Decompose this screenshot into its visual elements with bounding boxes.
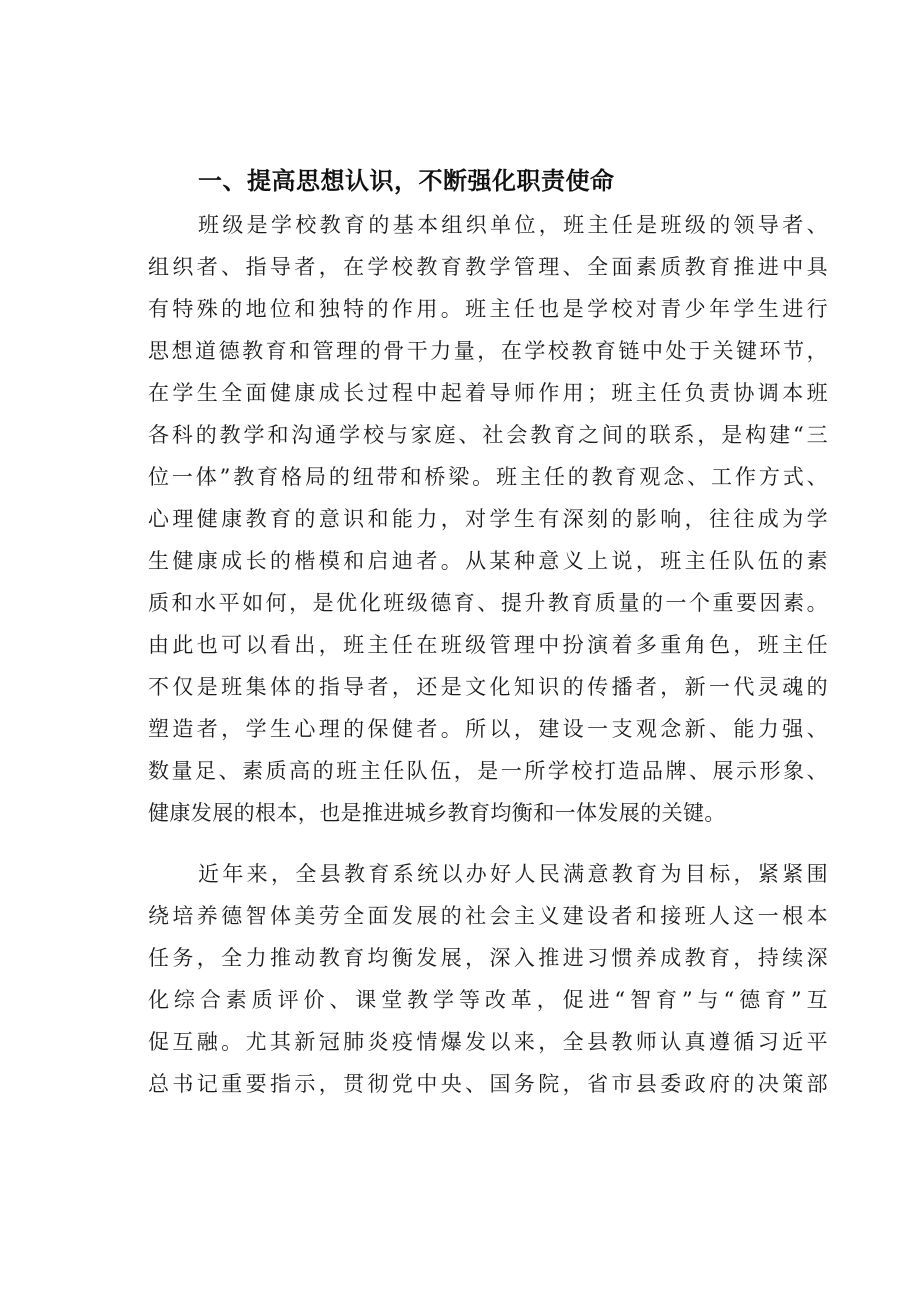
paragraph-line: 有特殊的地位和独特的作用。班主任也是学校对青少年学生进行: [148, 297, 828, 321]
paragraph-line: 位一体”教育格局的纽带和桥梁。班主任的教育观念、工作方式、: [148, 465, 828, 489]
paragraph-line: 心理健康教育的意识和能力，对学生有深刻的影响，往往成为学: [148, 507, 828, 531]
paragraph-line: 各科的教学和沟通学校与家庭、社会教育之间的联系，是构建“三: [148, 423, 828, 447]
paragraph-line: 生健康成长的楷模和启迪者。从某种意义上说，班主任队伍的素: [148, 549, 828, 573]
paragraph-line: 不仅是班集体的指导者，还是文化知识的传播者，新一代灵魂的: [148, 675, 828, 699]
paragraph-line: 近年来，全县教育系统以办好人民满意教育为目标，紧紧围: [198, 862, 828, 886]
paragraph-line: 由此也可以看出，班主任在班级管理中扮演着多重角色，班主任: [148, 633, 828, 657]
paragraph-line: 总书记重要指示，贯彻党中央、国务院，省市县委政府的决策部: [148, 1072, 828, 1096]
paragraph-line: 数量足、素质高的班主任队伍，是一所学校打造品牌、展示形象、: [148, 759, 828, 783]
section-heading: 一、提高思想认识，不断强化职责使命: [198, 167, 615, 195]
paragraph-line: 组织者、指导者，在学校教育教学管理、全面素质教育推进中具: [148, 255, 828, 279]
paragraph-line: 质和水平如何，是优化班级德育、提升教育质量的一个重要因素。: [148, 591, 828, 615]
paragraph-line: 健康发展的根本，也是推进城乡教育均衡和一体发展的关键。: [148, 801, 726, 825]
paragraph-line: 绕培养德智体美劳全面发展的社会主义建设者和接班人这一根本: [148, 904, 828, 928]
paragraph-line: 班级是学校教育的基本组织单位，班主任是班级的领导者、: [198, 213, 828, 237]
paragraph-line: 化综合素质评价、课堂教学等改革，促进“智育”与“德育”互: [148, 988, 828, 1012]
paragraph-2: [148, 853, 828, 1105]
paragraph-line: 思想道德教育和管理的骨干力量，在学校教育链中处于关键环节，: [148, 339, 828, 363]
paragraph-line: 塑造者，学生心理的保健者。所以，建设一支观念新、能力强、: [148, 717, 828, 741]
paragraph-1: [148, 204, 828, 834]
paragraph-line: 在学生全面健康成长过程中起着导师作用；班主任负责协调本班: [148, 381, 828, 405]
paragraph-line: 促互融。尤其新冠肺炎疫情爆发以来，全县教师认真遵循习近平: [148, 1030, 828, 1054]
paragraph-line: 任务，全力推动教育均衡发展，深入推进习惯养成教育，持续深: [148, 946, 828, 970]
